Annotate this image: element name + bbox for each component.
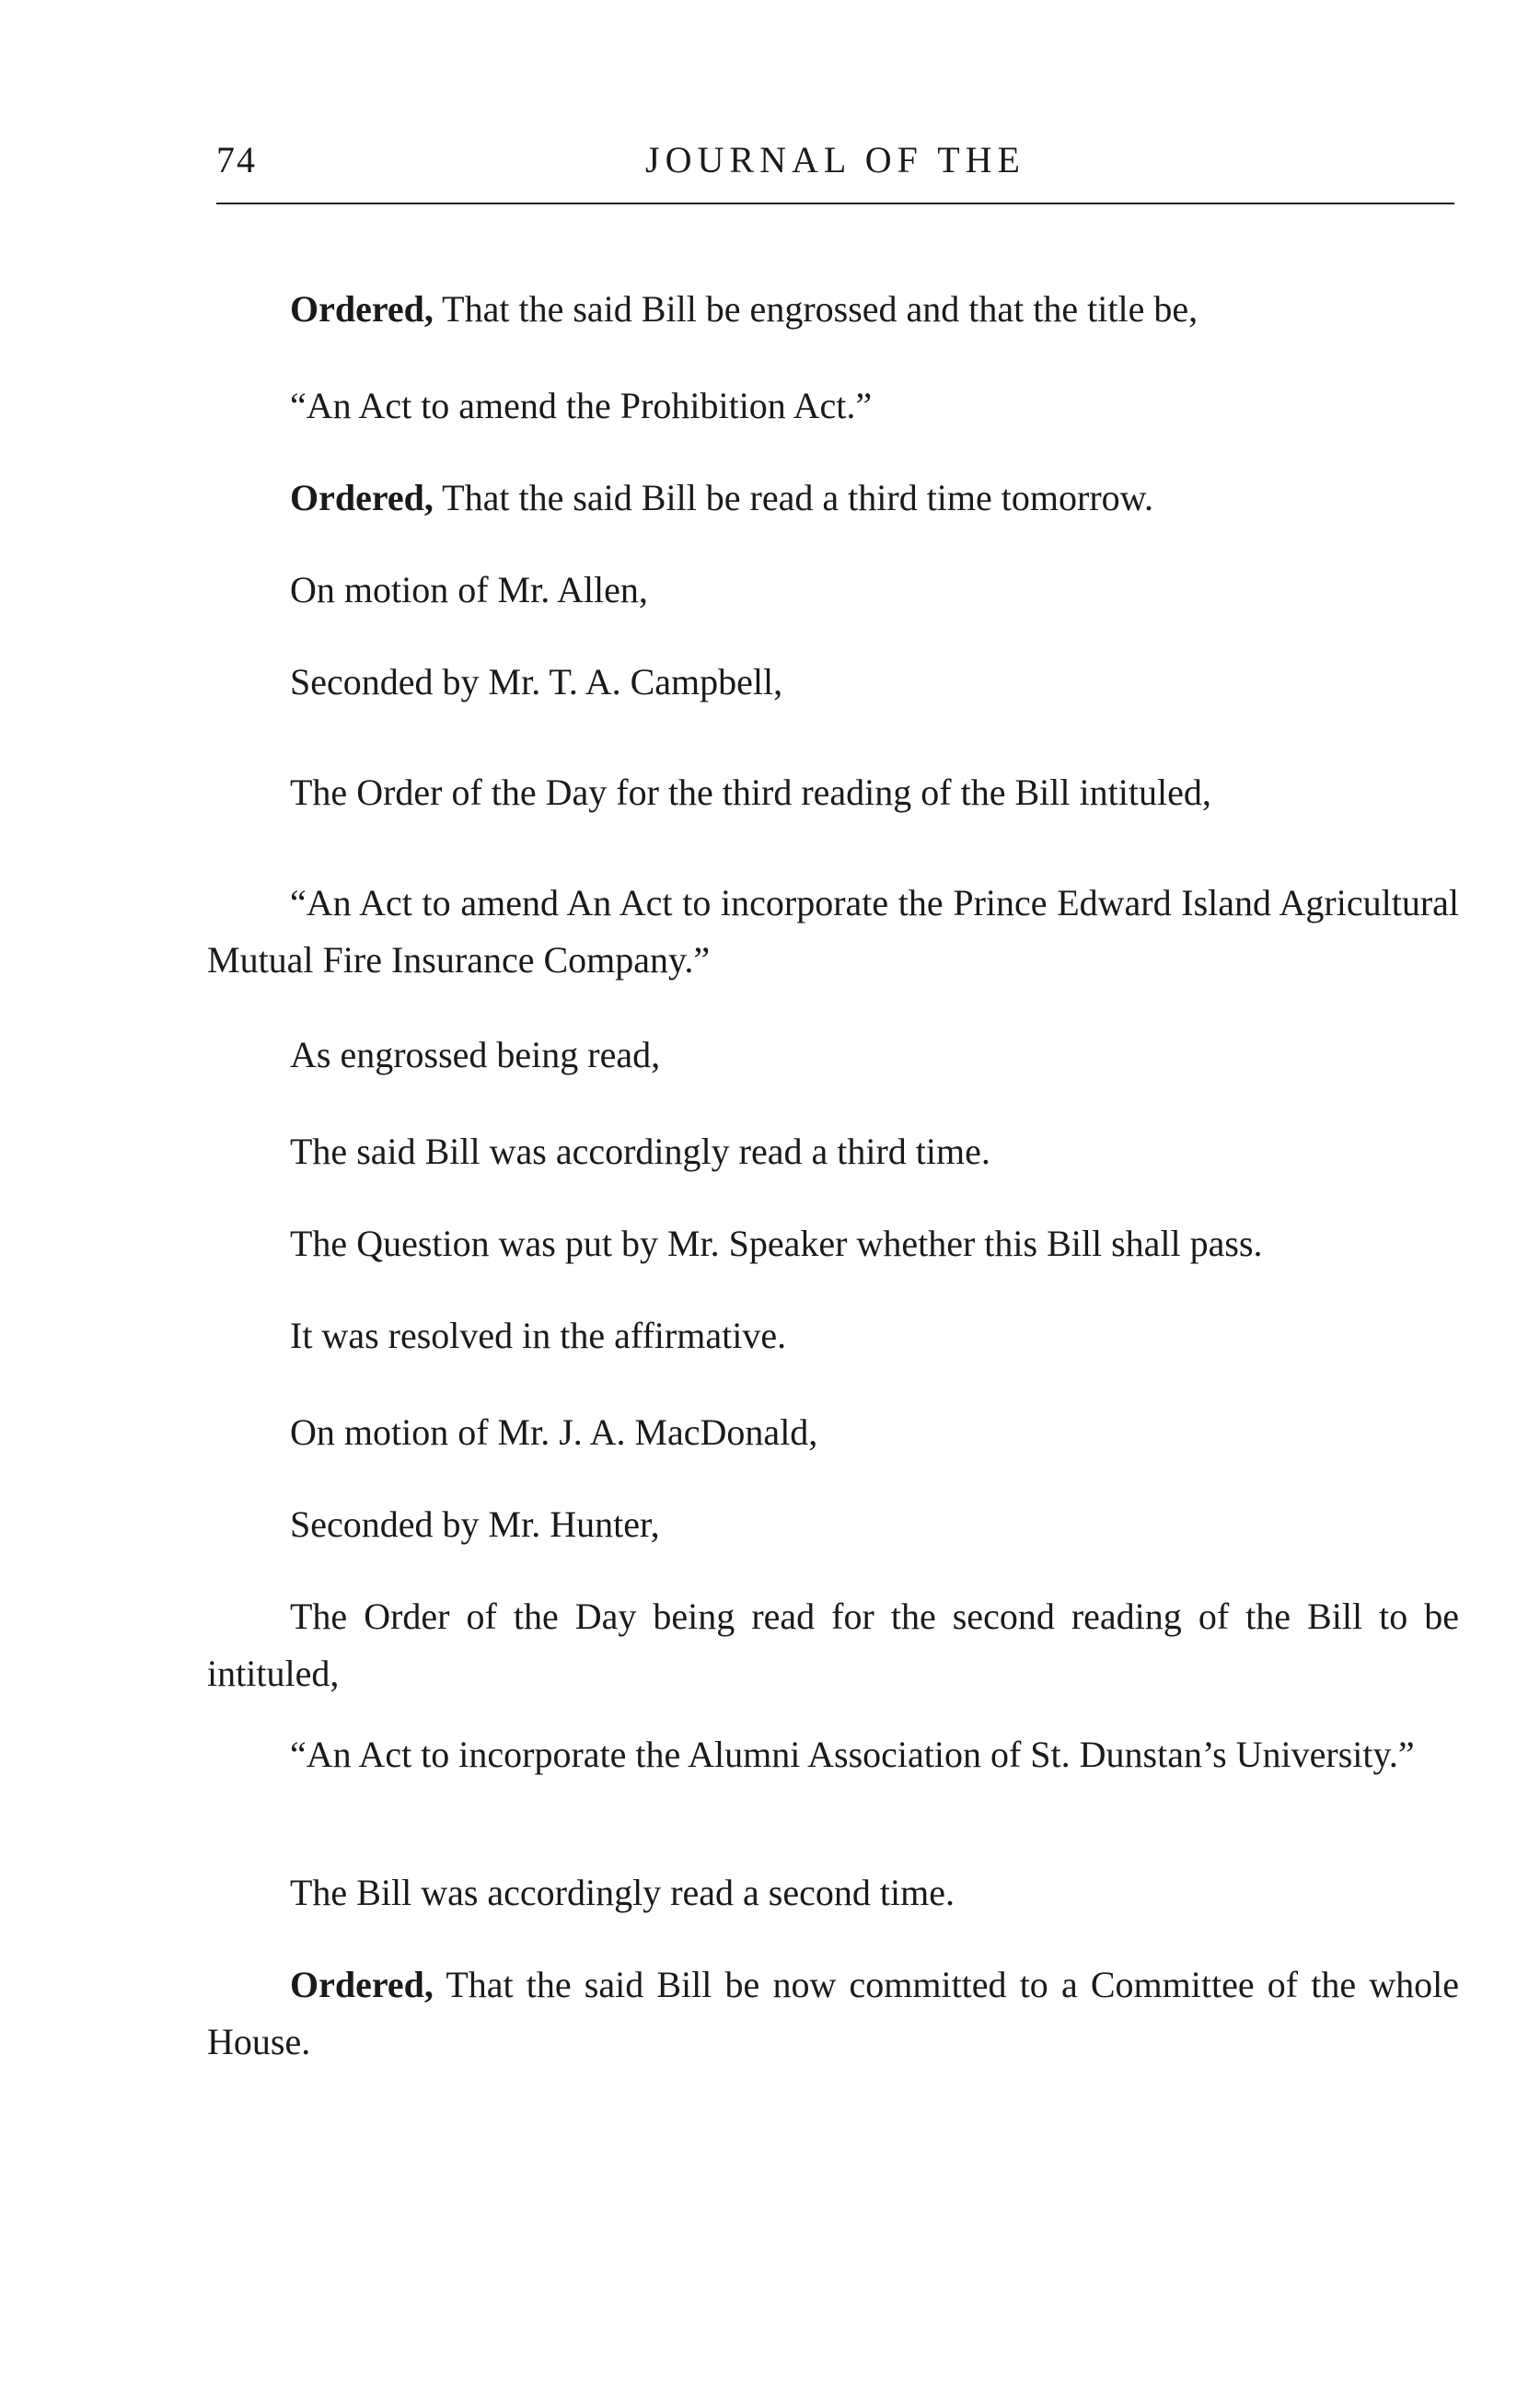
paragraph [207,1588,1459,1702]
paragraph-text: That the said Bill be now committed to a Committee of the whole House. [207,1964,1459,2062]
paragraph-text: The Question was put by Mr. Speaker whether this Bill shall pass. [290,1223,1263,1264]
paragraph [207,1307,1459,1364]
paragraph [207,1726,1459,1783]
paragraph [207,1956,1459,2071]
paragraph [207,654,1459,711]
paragraph-text: It was resolved in the affirmative. [290,1315,787,1356]
paragraph-text: As engrossed being read, [290,1034,661,1075]
paragraph [207,470,1459,527]
paragraph [207,562,1459,619]
paragraph [207,1496,1459,1553]
paragraph-text: Seconded by Mr. Hunter, [290,1503,660,1545]
paragraph [207,377,1459,435]
running-head: JOURNAL OF THE [645,139,1025,180]
paragraph-text: That the said Bill be read a third time tomorrow. [433,477,1153,518]
paragraph [207,1027,1459,1084]
page-header [216,129,1454,204]
page-number: 74 [216,139,257,180]
paragraph-text: The Order of the Day for the third reading of the Bill intituled, [290,772,1211,813]
paragraph-text: On motion of Mr. J. A. MacDonald, [290,1411,818,1453]
paragraph-text: That the said Bill be engrossed and that the title be, [433,288,1198,330]
paragraph-text: “An Act to incorporate the Alumni Association of St. Dunstan’s University.” [290,1734,1415,1775]
paragraph [207,764,1459,821]
paragraph-text: The Bill was accordingly read a second time. [290,1872,955,1913]
paragraph [207,1404,1459,1461]
paragraph-lead: Ordered, [290,1964,434,2005]
paragraph-text: On motion of Mr. Allen, [290,569,648,610]
paragraph-lead: Ordered, [290,288,434,330]
paragraph-lead: Ordered, [290,477,434,518]
paragraph [207,281,1459,338]
paragraph [207,1215,1459,1272]
paragraph [207,1864,1459,1921]
paragraph-text: The Order of the Day being read for the second reading of the Bill to be intituled, [207,1596,1459,1694]
paragraph [207,875,1459,989]
paragraph [207,1123,1459,1180]
paragraph-text: Seconded by Mr. T. A. Campbell, [290,661,783,702]
paragraph-text: “An Act to amend the Prohibition Act.” [290,385,873,426]
paragraph-text: The said Bill was accordingly read a third time. [290,1131,990,1172]
paragraph-text: “An Act to amend An Act to incorporate the Prince Edward Island Agricultural Mutual Fire Insurance Company.” [207,882,1459,981]
